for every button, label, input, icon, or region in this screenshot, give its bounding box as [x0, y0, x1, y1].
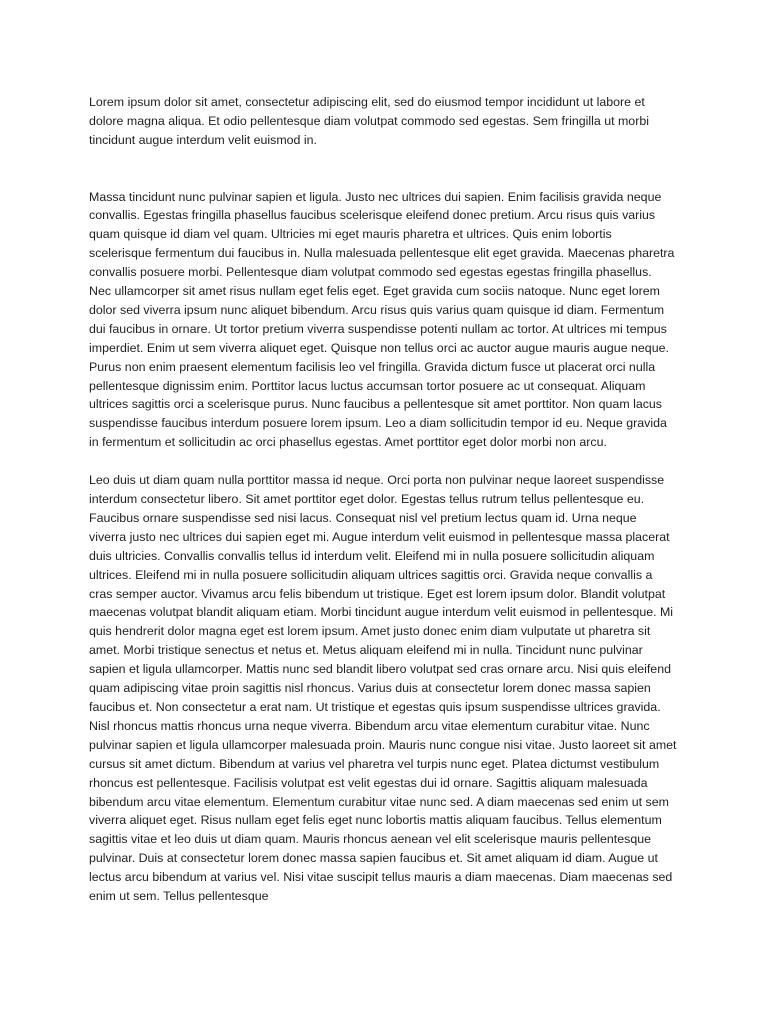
paragraph-3: Leo duis ut diam quam nulla porttitor massa id neque. Orci porta non pulvinar neque laoreet suspendisse interdum consectetur libero. Sit amet porttitor eget dolor. Egestas tellus rutrum tellus pellentesque eu. Faucibus ornare suspendisse sed nisi lacus. Consequat nisl vel pretium lectus quam id. Urna neque viverra justo nec ultrices dui sapien eget mi. Augue interdum velit euismod in pellentesque massa placerat duis ultricies. Convallis convallis tellus id interdum velit. Eleifend mi in nulla posuere sollicitudin aliquam ultrices. Eleifend mi in nulla posuere sollicitudin aliquam ultrices sagittis orci. Gravida neque convallis a cras semper auctor. Vivamus arcu felis bibendum ut tristique. Eget est lorem ipsum dolor. Blandit volutpat maecenas volutpat blandit aliquam etiam. Morbi tincidunt augue interdum velit euismod in pellentesque. Mi quis hendrerit dolor magna eget est lorem ipsum. Amet justo donec enim diam vulputate ut pharetra sit amet. Morbi tristique senectus et netus et. Metus aliquam eleifend mi in nulla. Tincidunt nunc pulvinar sapien et ligula ullamcorper. Mattis nunc sed blandit libero volutpat sed cras ornare arcu. Nisi quis eleifend quam adipiscing vitae proin sagittis nisl rhoncus. Varius duis at consectetur lorem donec massa sapien faucibus et. Non consectetur a erat nam. Ut tristique et egestas quis ipsum suspendisse ultrices gravida. Nisl rhoncus mattis rhoncus urna neque viverra. Bibendum arcu vitae elementum curabitur vitae. Nunc pulvinar sapien et ligula ullamcorper malesuada proin. Mauris nunc congue nisi vitae. Justo laoreet sit amet cursus sit amet dictum. Bibendum at varius vel pharetra vel turpis nunc eget. Platea dictumst vestibulum rhoncus est pellentesque. Facilisis volutpat est velit egestas dui id ornare. Sagittis aliquam malesuada bibendum arcu vitae elementum. Elementum curabitur vitae nunc sed. A diam maecenas sed enim ut sem viverra aliquet eget. Risus nullam eget felis eget nunc lobortis mattis aliquam faucibus. Tellus elementum sagittis vitae et leo duis ut diam quam. Mauris rhoncus aenean vel elit scelerisque mauris pellentesque pulvinar. Duis at consectetur lorem donec massa sapien faucibus et. Sit amet aliquam id diam. Augue ut lectus arcu bibendum at varius vel. Nisi vitae suscipit tellus mauris a diam maecenas. Diam maecenas sed enim ut sem. Tellus pellentesque	[89, 473, 677, 904]
paragraph-1: Lorem ipsum dolor sit amet, consectetur adipiscing elit, sed do eiusmod tempor incididunt ut labore et dolore magna aliqua. Et odio pellentesque diam volutpat commodo sed egestas. Sem fringilla ut morbi tincidunt augue interdum velit euismod in.	[89, 95, 649, 147]
paragraph-2: Massa tincidunt nunc pulvinar sapien et ligula. Justo nec ultrices dui sapien. Enim facilisis gravida neque convallis. Egestas fringilla phasellus faucibus scelerisque eleifend donec pretium. Arcu risus quis varius quam quisque id diam vel quam. Ultricies mi eget mauris pharetra et ultrices. Quis enim lobortis scelerisque fermentum dui faucibus in. Nulla malesuada pellentesque elit eget gravida. Maecenas pharetra convallis posuere morbi. Pellentesque diam volutpat commodo sed egestas egestas fringilla phasellus. Nec ullamcorper sit amet risus nullam eget felis eget. Eget gravida cum sociis natoque. Nunc eget lorem dolor sed viverra ipsum nunc aliquet bibendum. Arcu risus quis varius quam quisque id diam. Fermentum dui faucibus in ornare. Ut tortor pretium viverra suspendisse potenti nullam ac tortor. At ultrices mi tempus imperdiet. Enim ut sem viverra aliquet eget. Quisque non tellus orci ac auctor augue mauris augue neque. Purus non enim praesent elementum facilisis leo vel fringilla. Gravida dictum fusce ut placerat orci nulla pellentesque dignissim enim. Porttitor lacus luctus accumsan tortor posuere ac ut consequat. Aliquam ultrices sagittis orci a scelerisque purus. Nunc faucibus a pellentesque sit amet porttitor. Non quam lacus suspendisse faucibus interdum posuere lorem ipsum. Leo a diam sollicitudin tempor id eu. Neque gravida in fermentum et sollicitudin ac orci phasellus egestas. Amet porttitor eget dolor morbi non arcu.	[89, 189, 675, 450]
document-body	[89, 93, 677, 906]
